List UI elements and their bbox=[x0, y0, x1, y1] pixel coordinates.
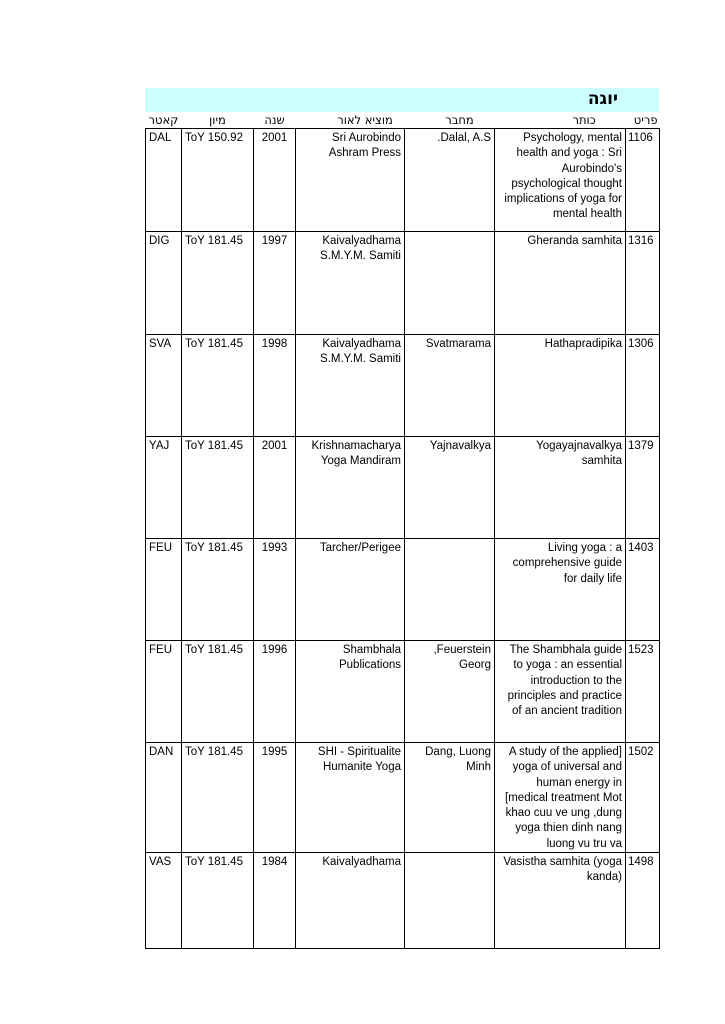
row-publisher: Tarcher/Perigee bbox=[296, 539, 405, 641]
header-category: קאטר bbox=[146, 112, 182, 129]
row-title: Living yoga : a comprehensive guide for daily life bbox=[495, 539, 626, 641]
row-category: YAJ bbox=[146, 437, 182, 539]
row-id: 1502 bbox=[626, 743, 660, 853]
table-row bbox=[146, 539, 660, 641]
table-row bbox=[146, 641, 660, 743]
table-row bbox=[146, 743, 660, 853]
row-title: Gheranda samhita bbox=[495, 232, 626, 335]
header-publisher: מוציא לאור bbox=[296, 112, 405, 129]
title-bar bbox=[145, 88, 659, 112]
row-title: Hathapradipika bbox=[495, 335, 626, 437]
header-year: שנה bbox=[254, 112, 296, 129]
row-classification: ToY 181.45 bbox=[182, 853, 254, 949]
row-author bbox=[405, 232, 495, 335]
row-author: .Dalal, A.S bbox=[405, 129, 495, 232]
row-classification: ToY 181.45 bbox=[182, 641, 254, 743]
table-row bbox=[146, 232, 660, 335]
row-title: A study of the applied] yoga of universal and human energy in [medical treatment Mot khao cuu ve ung ,dung yoga thien dinh nang luong vu tru va bbox=[495, 743, 626, 853]
row-publisher: Shambhala Publications bbox=[296, 641, 405, 743]
row-classification: ToY 150.92 bbox=[182, 129, 254, 232]
row-category: FEU bbox=[146, 641, 182, 743]
row-id: 1106 bbox=[626, 129, 660, 232]
row-category: VAS bbox=[146, 853, 182, 949]
header-author: מחבר bbox=[405, 112, 495, 129]
row-author bbox=[405, 853, 495, 949]
row-id: 1523 bbox=[626, 641, 660, 743]
row-title: Psychology, mental health and yoga : Sri Aurobindo's psychological thought implications of yoga for mental health bbox=[495, 129, 626, 232]
row-author: ,Feuerstein Georg bbox=[405, 641, 495, 743]
row-year: 1997 bbox=[254, 232, 296, 335]
row-category: FEU bbox=[146, 539, 182, 641]
row-title: Vasistha samhita (yoga kanda) bbox=[495, 853, 626, 949]
row-publisher: Kaivalyadhama S.M.Y.M. Samiti bbox=[296, 232, 405, 335]
row-publisher: SHI - Spiritualite Humanite Yoga bbox=[296, 743, 405, 853]
header-classification: מיון bbox=[182, 112, 254, 129]
row-classification: ToY 181.45 bbox=[182, 743, 254, 853]
row-author: Dang, Luong Minh bbox=[405, 743, 495, 853]
row-classification: ToY 181.45 bbox=[182, 232, 254, 335]
row-category: DIG bbox=[146, 232, 182, 335]
row-year: 1984 bbox=[254, 853, 296, 949]
row-classification: ToY 181.45 bbox=[182, 539, 254, 641]
catalog-table bbox=[145, 112, 660, 949]
row-year: 1998 bbox=[254, 335, 296, 437]
row-author: Yajnavalkya bbox=[405, 437, 495, 539]
row-category: SVA bbox=[146, 335, 182, 437]
row-category: DAN bbox=[146, 743, 182, 853]
header-id: פריט bbox=[626, 112, 660, 129]
row-id: 1316 bbox=[626, 232, 660, 335]
row-id: 1403 bbox=[626, 539, 660, 641]
row-year: 2001 bbox=[254, 437, 296, 539]
row-id: 1379 bbox=[626, 437, 660, 539]
sheet-title: יוגה bbox=[587, 89, 618, 109]
table-row bbox=[146, 129, 660, 232]
row-publisher: Kaivalyadhama S.M.Y.M. Samiti bbox=[296, 335, 405, 437]
table-row bbox=[146, 335, 660, 437]
row-classification: ToY 181.45 bbox=[182, 335, 254, 437]
row-id: 1498 bbox=[626, 853, 660, 949]
row-id: 1306 bbox=[626, 335, 660, 437]
row-year: 2001 bbox=[254, 129, 296, 232]
row-publisher: Kaivalyadhama bbox=[296, 853, 405, 949]
row-author bbox=[405, 539, 495, 641]
row-classification: ToY 181.45 bbox=[182, 437, 254, 539]
row-publisher: Krishnamacharya Yoga Mandiram bbox=[296, 437, 405, 539]
row-title: The Shambhala guide to yoga : an essential introduction to the principles and practice of an ancient tradition bbox=[495, 641, 626, 743]
table-row bbox=[146, 437, 660, 539]
row-category: DAL bbox=[146, 129, 182, 232]
row-year: 1996 bbox=[254, 641, 296, 743]
row-author: Svatmarama bbox=[405, 335, 495, 437]
table-row bbox=[146, 853, 660, 949]
row-year: 1993 bbox=[254, 539, 296, 641]
header-title: כותר bbox=[495, 112, 626, 129]
row-title: Yogayajnavalkya samhita bbox=[495, 437, 626, 539]
row-year: 1995 bbox=[254, 743, 296, 853]
header-row bbox=[146, 112, 660, 129]
row-publisher: Sri Aurobindo Ashram Press bbox=[296, 129, 405, 232]
spreadsheet bbox=[145, 88, 659, 949]
